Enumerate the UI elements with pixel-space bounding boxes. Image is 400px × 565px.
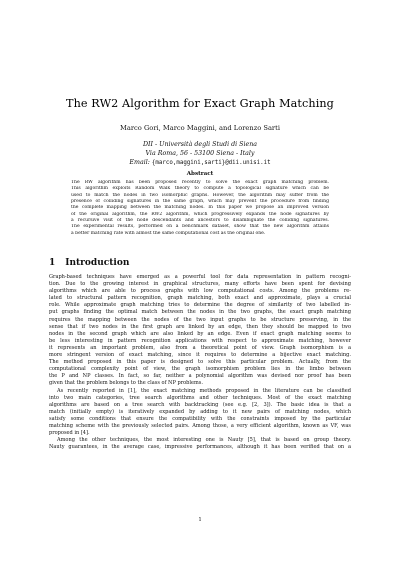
body-line: algorithms are based on a tree search with backtracking (see e.g. [2, 3]). The basic idea is that a (49, 401, 351, 408)
body-line: The method proposed in this paper is designed to solve this particular problem. Actually, from the (49, 359, 351, 366)
body-line: requires the mapping between the nodes of the two input graphs to be structure preserving, in the (49, 316, 351, 323)
body-line: proposed in [4]. (49, 430, 90, 437)
body-line: the P and NP classes. In fact, so far, neither a polynomial algorithm was devised nor proof has been (49, 373, 351, 380)
body-line: it represents an important problem, also from a theoretical point of view. Graph isomorphism is a (49, 344, 351, 351)
abstract-text (71, 180, 329, 237)
affiliation (0, 141, 400, 167)
section-title: Introduction (65, 258, 130, 268)
body-line: Among the other techniques, the most interesting one is Nauty [5], that is based on group theory. (57, 437, 351, 444)
body-line: role. While approximate graph matching tries to determine the degree of similarity of two labelled in- (49, 302, 351, 309)
affiliation-line-2: Via Roma, 56 - 53100 Siena - Italy (145, 149, 255, 157)
body-line: algorithms which are able to process graphs with low computational costs. Among the problems re- (49, 288, 351, 295)
body-line: lated to structural pattern recognition, graph matching, both exact and approximate, plays a crucial (49, 295, 351, 302)
email-address[interactable]: {marco,maggini,sarti}@dii.unisi.it (151, 159, 271, 166)
body-line: given that the problem belongs to the class of NP problems. (49, 380, 203, 387)
body-line: computational complexity point of view, the graph isomorphism problem lies in the limbo between (49, 366, 351, 373)
abstract-line: used to match the nodes in two isomorphic graphs. However, the algorithm may suffer from the (71, 192, 329, 198)
body-line: into two main categories, tree search algorithms and other techniques. Most of the exact matching (49, 394, 351, 401)
body-line: more stringent version of exact matching, since it requires to determine a bijective exact matching. (49, 352, 351, 359)
abstract-line: a recursive visit of the node descendants and ancestors to disambiguate the colliding signatures. (71, 218, 329, 224)
affiliation-email-line (0, 159, 400, 168)
page-number: 1 (198, 517, 202, 523)
abstract-line: the complete mapping between the matching nodes. In this paper we propose an improved version (71, 205, 329, 211)
body-line: matching scheme with the previously selected pairs. Among those, a very efficient algorithm, known as VF, was (49, 422, 351, 429)
body-line: Graph-based techniques have emerged as a powerful tool for data representation in pattern recogni- (49, 274, 351, 280)
abstract-heading: Abstract (186, 171, 214, 177)
abstract-line: This algorithm exploits Random Walk theory to compute a topological signature which can be (71, 186, 329, 192)
introduction-body (49, 274, 351, 451)
body-line: put graphs finding the optimal match between the nodes in the two graphs, the exact graph matching (49, 309, 351, 316)
body-line: tion. Due to the growing interest in graphical structures, many efforts have been spent for devising (49, 281, 351, 288)
abstract-line: presence of colliding signatures in the same graph, which may prevent the procedure from finding (71, 199, 329, 205)
body-line: sense that if two nodes in the first graph are linked by an edge, then they should be mapped to two (49, 323, 351, 330)
abstract-line: The RW algorithm has been proposed recently to solve the exact graph matching problem. (71, 180, 329, 185)
email-label: Email: (129, 158, 150, 166)
body-line: satisfy some conditions that ensure the compatibility with the constraints imposed by the particular (49, 415, 351, 422)
abstract-line: The experimental results, performed on a benchmark dataset, show that the new algorithm attains (71, 224, 329, 230)
body-line: be less interesting in pattern recognition applications with respect to approximate matching, however (49, 337, 351, 344)
paper-authors: Marco Gori, Marco Maggini, and Lorenzo Sarti (120, 124, 280, 132)
body-line: As recently reported in [1], the exact matching methods proposed in the literature can be classified (57, 387, 351, 394)
section-number: 1 (49, 258, 56, 268)
body-line: Nauty guarantees, in the average case, impressive performances, although it has been verified that on a (49, 444, 351, 451)
abstract-line: a better matching rate with almost the same computational cost as the original one. (71, 230, 266, 236)
body-line: match (initially empty) is iteratively expanded by adding to it new pairs of matching nodes, which (49, 408, 351, 415)
affiliation-line-1: DII - Università degli Studi di Siena (142, 141, 258, 148)
paper-title: The RW2 Algorithm for Exact Graph Matching (66, 97, 334, 110)
section-heading (49, 258, 139, 268)
body-line: nodes in the second graph which are also linked by an edge. Even if exact graph matching seems to (49, 330, 351, 337)
abstract-line: of the original algorithm, the RW2 algorithm, which progressively expands the node signatures by (71, 211, 329, 217)
